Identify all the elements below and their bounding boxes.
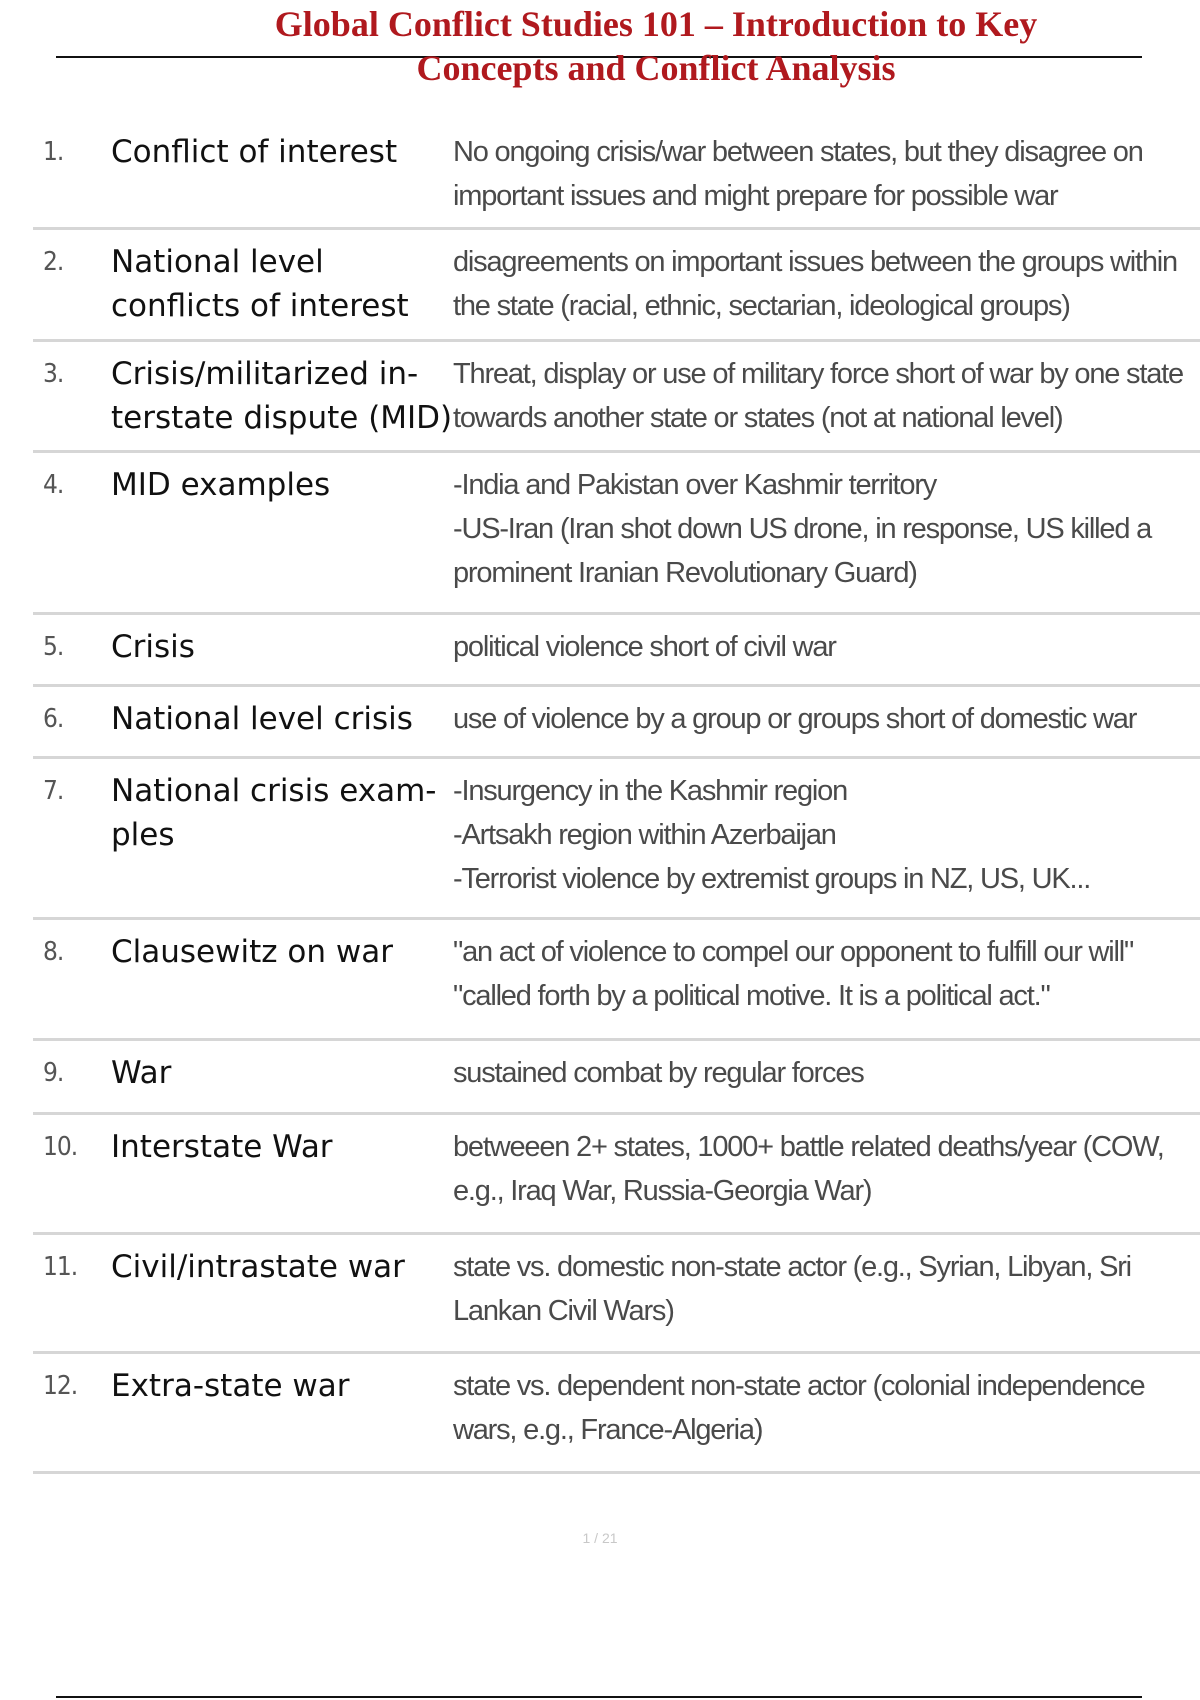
card-number: 5. <box>43 632 64 662</box>
card-definition <box>453 342 1200 450</box>
card-definition <box>453 920 1200 1038</box>
flashcard-row <box>33 120 1200 230</box>
flashcard-row <box>33 759 1200 920</box>
definition-line: political violence short of civil war <box>453 631 836 663</box>
flashcard-row <box>33 1115 1200 1235</box>
card-definition <box>453 1041 1200 1112</box>
card-number: 7. <box>43 776 64 806</box>
card-definition <box>453 615 1200 684</box>
card-definition <box>453 1115 1200 1232</box>
flashcard-row <box>33 342 1200 453</box>
definition-line: sustained combat by regular forces <box>453 1057 864 1089</box>
card-number: 8. <box>43 937 64 967</box>
card-number: 12. <box>43 1371 78 1401</box>
card-term: Conflict of interest <box>111 134 398 170</box>
flashcard-list <box>33 120 1200 1474</box>
card-number: 3. <box>43 359 64 389</box>
card-definition <box>453 230 1200 339</box>
card-definition <box>453 120 1200 227</box>
card-number: 9. <box>43 1058 64 1088</box>
definition-line: betweeen 2+ states, 1000+ battle related deaths/year (COW, e.g., Iraq War, Russia-Georgia War) <box>453 1131 1164 1207</box>
definition-line: "an act of violence to compel our opponent to fulfill our will" <box>453 936 1134 968</box>
definition-line: state vs. domestic non-state actor (e.g., Syrian, Libyan, Sri Lankan Civil Wars) <box>453 1251 1131 1327</box>
card-term: National crisis exam-ples <box>111 773 437 853</box>
card-term: Civil/intrastate war <box>111 1249 405 1285</box>
card-term: National level crisis <box>111 701 413 737</box>
definition-line: -Artsakh region within Azerbaijan <box>453 819 836 851</box>
card-number: 4. <box>43 470 64 500</box>
definition-line: Threat, display or use of military force short of war by one state towards another state or states (not at national level) <box>453 358 1183 434</box>
definition-line: -US-Iran (Iran shot down US drone, in response, US killed a prominent Iranian Revolutionary Guard) <box>453 513 1152 589</box>
card-number: 1. <box>43 137 64 167</box>
definition-line: -Insurgency in the Kashmir region <box>453 775 847 807</box>
card-term: Interstate War <box>111 1129 333 1165</box>
card-definition <box>453 1354 1200 1471</box>
flashcard-row <box>33 1041 1200 1115</box>
definition-line: "called forth by a political motive. It is a political act." <box>453 980 1050 1012</box>
flashcard-row <box>33 230 1200 342</box>
page-number: 1 / 21 <box>582 1530 618 1546</box>
card-term: War <box>111 1055 172 1091</box>
definition-line: -India and Pakistan over Kashmir territory <box>453 469 937 501</box>
document-header <box>56 0 1142 92</box>
flashcard-row <box>33 1354 1200 1474</box>
flashcard-row <box>33 453 1200 615</box>
card-number: 11. <box>43 1252 78 1282</box>
definition-line: state vs. dependent non-state actor (colonial independence wars, e.g., France-Algeria) <box>453 1370 1145 1446</box>
card-term: Crisis <box>111 629 195 665</box>
card-definition <box>453 687 1200 756</box>
card-term: MID examples <box>111 467 331 503</box>
flashcard-row <box>33 920 1200 1041</box>
card-definition <box>453 1235 1200 1351</box>
definition-line: disagreements on important issues between the groups within the state (racial, ethnic, sectarian, ideological groups) <box>453 246 1177 322</box>
card-term: National level conflicts of interest <box>111 244 409 324</box>
card-number: 10. <box>43 1132 78 1162</box>
flashcard-row <box>33 687 1200 759</box>
card-definition <box>453 453 1200 612</box>
card-number: 2. <box>43 247 64 277</box>
definition-line: use of violence by a group or groups short of domestic war <box>453 703 1137 735</box>
card-term: Extra-state war <box>111 1368 350 1404</box>
document-title: Global Conflict Studies 101 – Introduction to Key Concepts and Conflict Analysis <box>274 4 1038 88</box>
card-term: Crisis/militarized in-terstate dispute (MID) <box>111 356 453 436</box>
definition-line: No ongoing crisis/war between states, but they disagree on important issues and might prepare for possible war <box>453 136 1143 212</box>
card-number: 6. <box>43 704 64 734</box>
footer-rule <box>56 1696 1142 1698</box>
flashcard-row <box>33 1235 1200 1354</box>
card-term: Clausewitz on war <box>111 934 393 970</box>
definition-line: -Terrorist violence by extremist groups in NZ, US, UK... <box>453 863 1091 895</box>
flashcard-row <box>33 615 1200 687</box>
card-definition <box>453 759 1200 917</box>
